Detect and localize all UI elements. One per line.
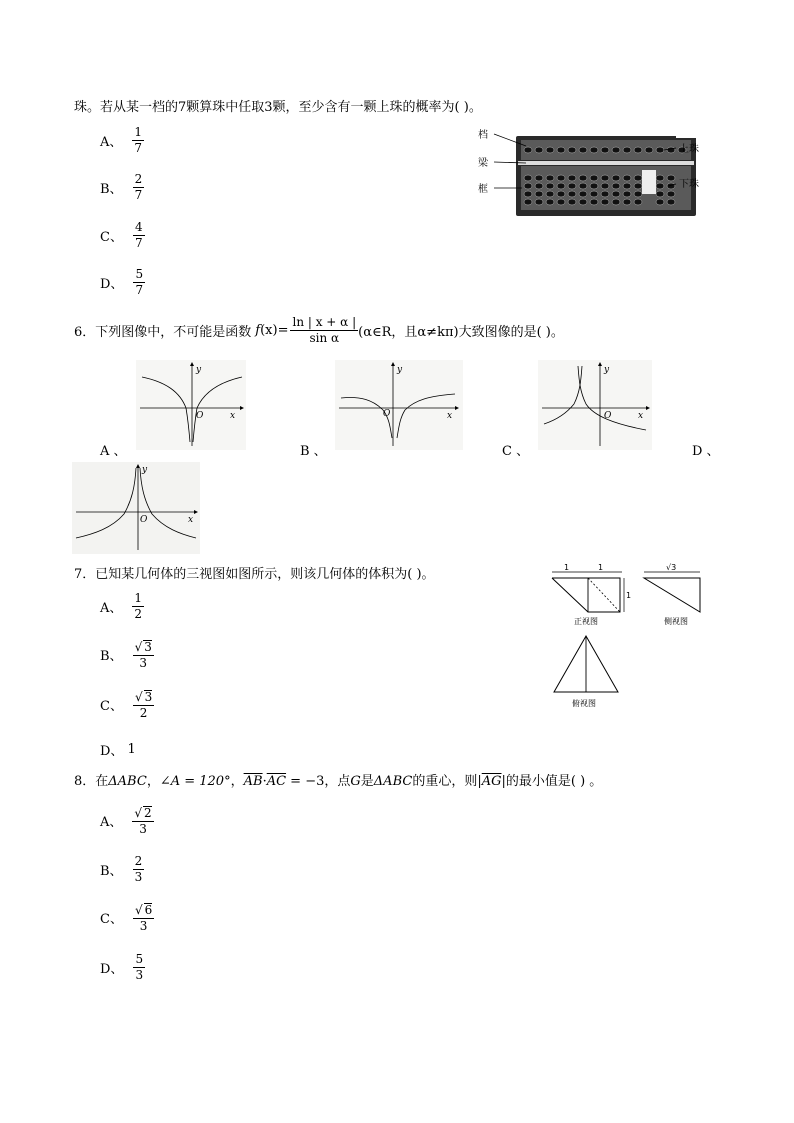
svg-text:x: x [188, 515, 194, 525]
svg-text:1: 1 [564, 563, 570, 572]
svg-text:1: 1 [598, 563, 604, 572]
choice-d: D 、 [692, 444, 720, 459]
svg-text:1: 1 [626, 591, 632, 600]
fraction: $\frac{1}{2}$ [134, 591, 143, 621]
fraction: $\frac{4}{7}$ [134, 220, 143, 250]
graph-b [335, 360, 463, 450]
svg-text:y: y [604, 365, 610, 375]
fraction: $\frac{√ 6}{3}$ [134, 903, 153, 933]
q8-option-c: C、 $\frac{√ 6}{3}$ [100, 903, 153, 933]
label-liang: 梁 [478, 158, 488, 169]
svg-text:正视图: 正视图 [574, 617, 598, 626]
svg-text:y: y [196, 365, 202, 375]
q5-stem: 珠。若从某一档的7颗算珠中任取3颗，至少含有一颗上珠的概率为( )。 [74, 100, 482, 115]
q5-option-b: B、 $\frac{2}{7}$ [100, 172, 143, 202]
svg-text:O: O [140, 515, 148, 525]
choice-a: A 、 [100, 444, 127, 459]
function-fraction: $\frac{\ln | x + \alpha |}{\text{sin α}}$ [292, 315, 357, 345]
q6-stem: 6．下列图像中，不可能是函数 f (x) = $\frac{\ln | x + \alpha |}{\text{sin α}}$ (α∈R，且α≠kπ) 大致图像的是( )。 [74, 315, 564, 345]
fraction: $\frac{2}{7}$ [134, 172, 143, 202]
svg-text:O: O [196, 411, 204, 421]
q8-option-d: D、 $\frac{5}{3}$ [100, 952, 144, 982]
svg-text:y: y [142, 465, 148, 475]
svg-text:x: x [447, 411, 453, 421]
svg-text:O: O [604, 411, 612, 421]
label-kuang: 框 [478, 184, 488, 195]
fraction: $\frac{√ 3}{3}$ [134, 640, 152, 670]
q5-option-a: A、 $\frac{1}{7}$ [100, 125, 143, 155]
fraction: $\frac{1}{7}$ [134, 125, 143, 155]
q7-option-c: C、 $\frac{√ 3}{2}$ [100, 690, 153, 720]
svg-text:√3: √3 [666, 563, 677, 572]
graph-d [72, 462, 200, 554]
q8-stem: 8．在ΔABC，∠A = 120°，$\overline{AB}\cdot\overline{AC} = -3$，点G是ΔABC的重心，则$|\overline{AG}|$的最小值是( ) 。 [74, 774, 603, 789]
svg-text:x: x [638, 411, 644, 421]
q5-option-c: C、 $\frac{4}{7}$ [100, 220, 143, 250]
three-views-figure [544, 562, 734, 712]
fraction: $\frac{5}{3}$ [135, 952, 144, 982]
fraction: $\frac{2}{3}$ [134, 854, 143, 884]
q7-option-a: A、 $\frac{1}{2}$ [100, 591, 143, 621]
label-dang: 档 [478, 130, 488, 141]
q7-option-d: D、 1 [100, 742, 136, 759]
svg-text:侧视图: 侧视图 [664, 617, 688, 626]
graph-a [136, 360, 246, 450]
abacus-figure [476, 126, 706, 220]
label-shangzhu: 上珠 [679, 144, 699, 155]
q7-option-b: B、 $\frac{√ 3}{3}$ [100, 640, 152, 670]
q8-option-b: B、 $\frac{2}{3}$ [100, 854, 143, 884]
fraction: $\frac{5}{7}$ [135, 267, 144, 297]
q7-stem: 7．已知某几何体的三视图如图所示，则该几何体的体积为( )。 [74, 567, 435, 582]
fraction: $\frac{√ 2}{3}$ [134, 806, 152, 836]
choice-c: C 、 [502, 444, 530, 459]
svg-text:x: x [230, 411, 236, 421]
graph-c [538, 360, 652, 450]
q5-option-d: D、 $\frac{5}{7}$ [100, 267, 144, 297]
svg-text:y: y [397, 365, 403, 375]
choice-b: B 、 [300, 444, 327, 459]
svg-text:O: O [383, 409, 391, 419]
label-xiazhu: 下珠 [679, 179, 699, 190]
q8-option-a: A、 $\frac{√ 2}{3}$ [100, 806, 152, 836]
svg-text:俯视图: 俯视图 [572, 699, 596, 708]
fraction: $\frac{√ 3}{2}$ [134, 690, 153, 720]
